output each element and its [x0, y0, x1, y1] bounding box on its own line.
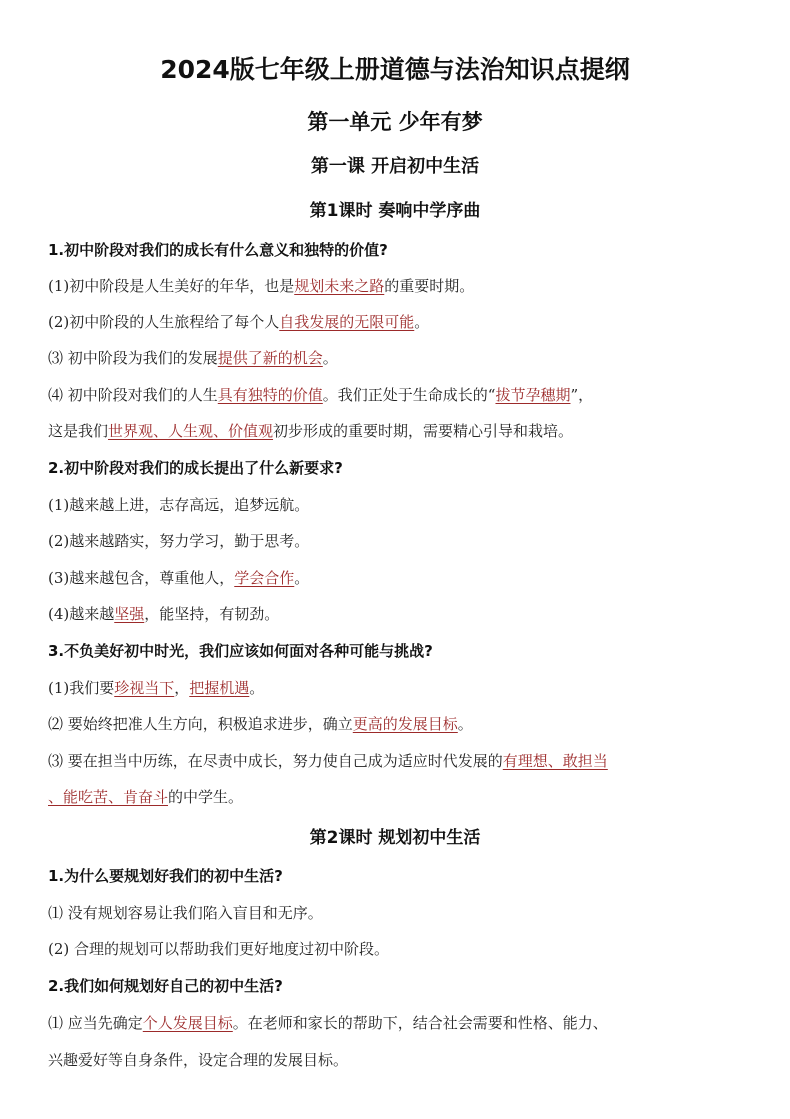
answer-line — [48, 347, 764, 368]
key-point: 自我发展的无限可能 — [279, 313, 415, 331]
answer-line — [48, 603, 764, 624]
key-point: 珍视当下 — [114, 679, 175, 697]
answer-text: 。我们正处于生命成长的“ — [322, 386, 496, 404]
lesson-heading: 第一课 开启初中生活 — [310, 156, 480, 177]
period-heading-1: 第1课时 奏响中学序曲 — [309, 201, 481, 221]
answer-text: ⑷ 初中阶段对我们的人生 — [48, 386, 218, 404]
key-point: 拔节孕穗期 — [495, 386, 571, 404]
key-point: 规划未来之路 — [294, 277, 385, 295]
period-heading-2: 第2课时 规划初中生活 — [309, 828, 481, 848]
answer-text: 的重要时期。 — [384, 277, 475, 295]
question-2: 2.初中阶段对我们的成长提出了什么新要求? — [48, 459, 343, 477]
key-point: 坚强 — [114, 605, 145, 623]
answer-text: ⑵ 要始终把准人生方向，积极追求进步，确立 — [48, 715, 353, 733]
answer-line — [48, 567, 764, 588]
answer-text: 的中学生。 — [168, 788, 244, 806]
answer-line: (2) 合理的规划可以帮助我们更好地度过初中阶段。 — [48, 940, 390, 958]
key-point: 把握机遇 — [189, 679, 250, 697]
answer-text: ， — [174, 679, 190, 697]
answer-line — [48, 750, 764, 771]
key-point: 、能吃苦、肯奋斗 — [48, 788, 169, 806]
answer-text: ⑶ 要在担当中历练，在尽责中成长，努力使自己成为适应时代发展的 — [48, 752, 503, 770]
answer-text: 初步形成的重要时期，需要精心引导和栽培。 — [273, 422, 574, 440]
unit-heading: 第一单元 少年有梦 — [307, 110, 483, 134]
answer-text: ，能坚持，有韧劲。 — [144, 605, 280, 623]
answer-line — [48, 677, 764, 698]
question-1: 1.初中阶段对我们的成长有什么意义和独特的价值? — [48, 241, 388, 259]
answer-line: (1)越来越上进，志存高远，追梦远航。 — [48, 496, 310, 514]
answer-text: (2)初中阶段的人生旅程给了每个人 — [48, 313, 280, 331]
answer-text: 。 — [294, 569, 310, 587]
answer-text: 。 — [414, 313, 430, 331]
answer-text: (1)我们要 — [48, 679, 115, 697]
answer-line — [48, 713, 764, 734]
answer-line — [48, 275, 764, 296]
answer-line: (2)越来越踏实，努力学习，勤于思考。 — [48, 532, 310, 550]
key-point: 有理想、敢担当 — [502, 752, 608, 770]
key-point: 世界观、人生观、价值观 — [108, 422, 274, 440]
answer-text: 。 — [457, 715, 473, 733]
answer-line — [48, 384, 764, 405]
answer-text: 。 — [322, 349, 338, 367]
answer-line — [48, 1012, 764, 1033]
answer-line: ⑴ 没有规划容易让我们陷入盲目和无序。 — [48, 904, 323, 922]
answer-text: (1)初中阶段是人生美好的年华，也是 — [48, 277, 295, 295]
answer-text: 这是我们 — [48, 422, 109, 440]
key-point: 提供了新的机会 — [217, 349, 323, 367]
key-point: 学会合作 — [234, 569, 295, 587]
answer-line — [48, 420, 764, 441]
question-4: 1.为什么要规划好我们的初中生活? — [48, 867, 283, 885]
key-point: 具有独特的价值 — [217, 386, 323, 404]
answer-line: 兴趣爱好等自身条件，设定合理的发展目标。 — [48, 1051, 349, 1069]
answer-text: (3)越来越包含，尊重他人， — [48, 569, 235, 587]
key-point: 个人发展目标 — [142, 1014, 233, 1032]
answer-text: ⑴ 应当先确定 — [48, 1014, 143, 1032]
answer-text: ”， — [570, 386, 594, 404]
key-point: 更高的发展目标 — [352, 715, 458, 733]
question-3: 3.不负美好初中时光，我们应该如何面对各种可能与挑战? — [48, 642, 433, 660]
question-5: 2.我们如何规划好自己的初中生活? — [48, 977, 283, 995]
answer-line — [48, 786, 764, 807]
answer-line — [48, 311, 764, 332]
document-title: 2024版七年级上册道德与法治知识点提纲 — [160, 55, 630, 84]
answer-text: (4)越来越 — [48, 605, 115, 623]
answer-text: 。在老师和家长的帮助下，结合社会需要和性格、能力、 — [232, 1014, 608, 1032]
answer-text: ⑶ 初中阶段为我们的发展 — [48, 349, 218, 367]
answer-text: 。 — [249, 679, 265, 697]
